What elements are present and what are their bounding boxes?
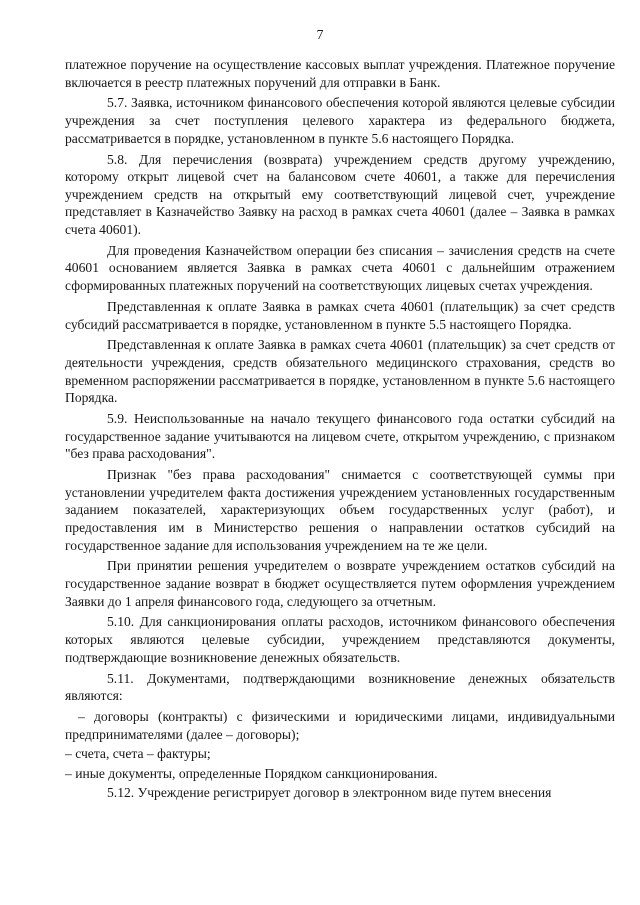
paragraph-refund-decision: При принятии решения учредителем о возврате учреждением остатков субсидий на государственное задание возврат в бюджет осуществляется путем оформления учреждением Заявки до 1 апреля финансового года, следующего за отчетным. <box>65 558 615 609</box>
paragraph-continuation: платежное поручение на осуществление кассовых выплат учреждения. Платежное поручение включается в реестр платежных поручений для отправки в Банк. <box>65 57 615 90</box>
paragraph-other-funds-request: Представленная к оплате Заявка в рамках счета 40601 (плательщик) за счет средств от деятельности учреждения, средств обязательного медицинского страхования, средств во временном распоряжении рассматривается в порядке, установленном в пункте 5.6 настоящего Порядка. <box>65 337 615 406</box>
paragraph-subsidies-request: Представленная к оплате Заявка в рамках счета 40601 (плательщик) за счет средств субсидий рассматривается в порядке, установленном в пункте 5.5 настоящего Порядка. <box>65 298 615 332</box>
list-item: – счета, счета – фактуры; <box>65 746 211 762</box>
document-body <box>65 56 615 805</box>
list-item: – иные документы, определенные Порядком санкционирования. <box>65 765 438 781</box>
paragraph-5-10: 5.10. Для санкционирования оплаты расходов, источником финансового обеспечения которых являются целевые субсидии, учреждением представляются документы, подтверждающие возникновение денежных обязательств. <box>65 614 615 665</box>
list-item: – договоры (контракты) с физическими и юридическими лицами, индивидуальными предпринимателями (далее – договоры); <box>65 709 615 742</box>
paragraph-5-11: 5.11. Документами, подтверждающими возникновение денежных обязательств являются: <box>65 670 615 704</box>
paragraph-5-9: 5.9. Неиспользованные на начало текущего финансового года остатки субсидий на государственное задание учитываются на лицевом счете, открытом учреждению, с признаком "без права расходования". <box>65 411 615 462</box>
paragraph-zero-transfer: Для проведения Казначейством операции без списания – зачисления средств на счете 40601 основанием является Заявка в рамках счета 40601 с дальнейшим отражением сформированных платежных поручений на соответствующих лицевых счетах учреждения. <box>65 242 615 294</box>
page-number: 7 <box>316 27 324 42</box>
paragraph-5-7: 5.7. Заявка, источником финансового обеспечения которой являются целевые субсидии учреждения за счет поступления целевого характера из федерального бюджета, рассматривается в порядке, установленном в пункте 5.6 настоящего Порядка. <box>65 95 615 146</box>
paragraph-5-8: 5.8. Для перечисления (возврата) учреждением средств другому учреждению, которому открыт лицевой счет на балансовом счете 40601, а также для перечисления учреждением средств на открытый ему соответствующий лицевой счет, учреждение представляет в Казначейство Заявку на расход в рамках счета 40601 (далее – Заявка в рамках счета 40601). <box>65 151 615 237</box>
paragraph-restriction-removal: Признак "без права расходования" снимается с соответствующей суммы при установлении учредителем факта достижения учреждением установленных государственным заданием показателей, характеризующих объем государственных услуг (работ), и предоставления им в Министерство решения о направлении остатков субсидий на государственное задание для использования учреждением на те же цели. <box>65 467 615 553</box>
paragraph-5-12: 5.12. Учреждение регистрирует договор в электронном виде путем внесения <box>107 785 552 801</box>
